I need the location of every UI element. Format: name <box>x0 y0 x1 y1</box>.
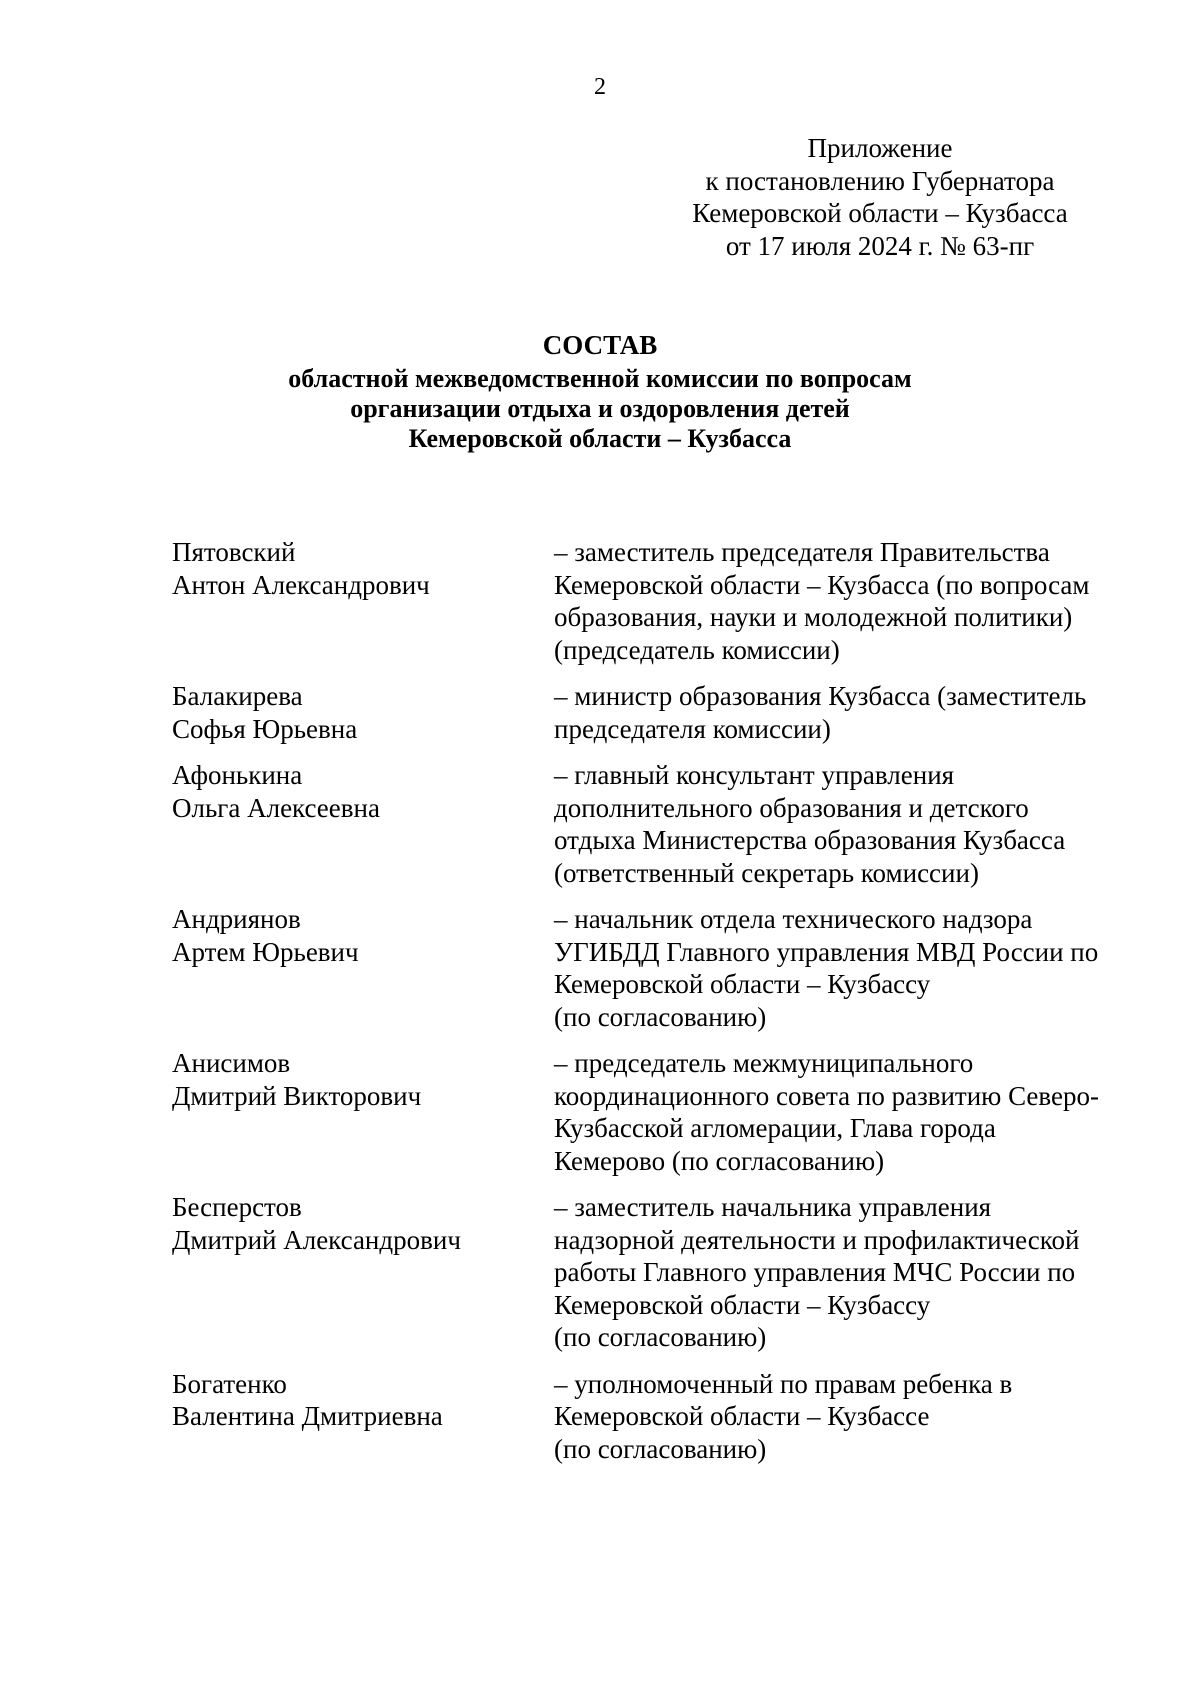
role-line: надзорной деятельности и профилактической <box>554 1224 1080 1255</box>
member-name <box>172 1191 554 1354</box>
member-surname: Афонькина <box>172 760 303 790</box>
role-line: образования, науки и молодежной политики) <box>554 602 1073 632</box>
role-line: (по согласованию) <box>554 1001 767 1032</box>
member-entry <box>172 1047 1152 1177</box>
role-line: координационного совета по развитию Северо- <box>554 1080 1099 1111</box>
member-given-name: Валентина Дмитриевна <box>172 1401 443 1431</box>
role-line: (председатель комиссии) <box>554 634 840 665</box>
member-role <box>554 680 1152 745</box>
role-line: работы Главного управления МЧС России по <box>554 1257 1076 1287</box>
member-surname: Пятовский <box>172 537 296 567</box>
member-role <box>554 1191 1152 1354</box>
role-line: – главный консультант управления <box>554 760 955 790</box>
role-line: Кемеровской области – Кузбассу <box>554 1289 931 1320</box>
member-role <box>554 1047 1152 1177</box>
member-role <box>554 903 1152 1033</box>
member-surname: Анисимов <box>172 1048 291 1078</box>
member-name <box>172 680 554 745</box>
member-name <box>172 536 554 666</box>
role-line: Кузбасской агломерации, Глава города <box>554 1113 996 1143</box>
appendix-block <box>660 132 1100 262</box>
member-entry <box>172 1191 1152 1354</box>
member-given-name: Дмитрий Александрович <box>172 1224 461 1255</box>
appendix-line: Кемеровской области – Кузбасса <box>692 198 1068 228</box>
role-line: Кемерово (по согласованию) <box>554 1145 885 1176</box>
role-line: (по согласованию) <box>554 1433 767 1464</box>
member-entry <box>172 680 1152 745</box>
member-entry <box>172 536 1152 666</box>
member-name <box>172 759 554 889</box>
member-given-name: Ольга Алексеевна <box>172 792 380 823</box>
member-surname: Андриянов <box>172 904 301 934</box>
member-surname: Балакирева <box>172 681 303 711</box>
role-line: Кемеровской области – Кузбассе <box>554 1401 930 1431</box>
member-given-name: Софья Юрьевна <box>172 713 358 744</box>
role-line: – заместитель начальника управления <box>554 1192 992 1222</box>
member-name <box>172 903 554 1033</box>
member-surname: Богатенко <box>172 1368 287 1399</box>
role-line: дополнительного образования и детского <box>554 792 1029 823</box>
role-line: председателя комиссии) <box>554 713 831 744</box>
page-number: 2 <box>594 74 606 100</box>
member-surname: Бесперстов <box>172 1192 302 1222</box>
member-entry <box>172 1368 1152 1466</box>
role-line: Кемеровской области – Кузбассу <box>554 969 931 999</box>
role-line: (по согласованию) <box>554 1322 767 1352</box>
appendix-line: от 17 июля 2024 г. № 63-пг <box>725 230 1035 261</box>
title-line: областной межведомственной комиссии по вопросам <box>288 364 912 393</box>
role-line: (ответственный секретарь комиссии) <box>554 857 979 888</box>
appendix-line: к постановлению Губернатора <box>705 165 1055 196</box>
member-role <box>554 759 1152 889</box>
member-given-name: Антон Александрович <box>172 569 430 600</box>
title-line: организации отдыха и оздоровления детей <box>350 394 850 423</box>
member-entry <box>172 759 1152 889</box>
document-title <box>0 328 1200 454</box>
member-role <box>554 536 1152 666</box>
member-given-name: Дмитрий Викторович <box>172 1080 422 1111</box>
role-line: Кемеровской области – Кузбасса (по вопросам <box>554 569 1090 600</box>
role-line: отдыха Министерства образования Кузбасса <box>554 825 1066 855</box>
member-entry <box>172 903 1152 1033</box>
role-line: УГИБДД Главного управления МВД России по <box>554 936 1099 967</box>
title-main: СОСТАВ <box>542 330 658 360</box>
role-line: – начальник отдела технического надзора <box>554 904 1033 934</box>
member-given-name: Артем Юрьевич <box>172 936 359 967</box>
appendix-line: Приложение <box>807 133 953 163</box>
role-line: – председатель межмуниципального <box>554 1048 974 1078</box>
member-role <box>554 1368 1152 1466</box>
role-line: – уполномоченный по правам ребенка в <box>554 1368 1013 1399</box>
title-line: Кемеровской области – Кузбасса <box>408 424 792 453</box>
member-name <box>172 1368 554 1466</box>
role-line: – заместитель председателя Правительства <box>554 537 1050 567</box>
role-line: – министр образования Кузбасса (заместитель <box>554 681 1087 711</box>
member-name <box>172 1047 554 1177</box>
members-list <box>172 536 1152 1479</box>
